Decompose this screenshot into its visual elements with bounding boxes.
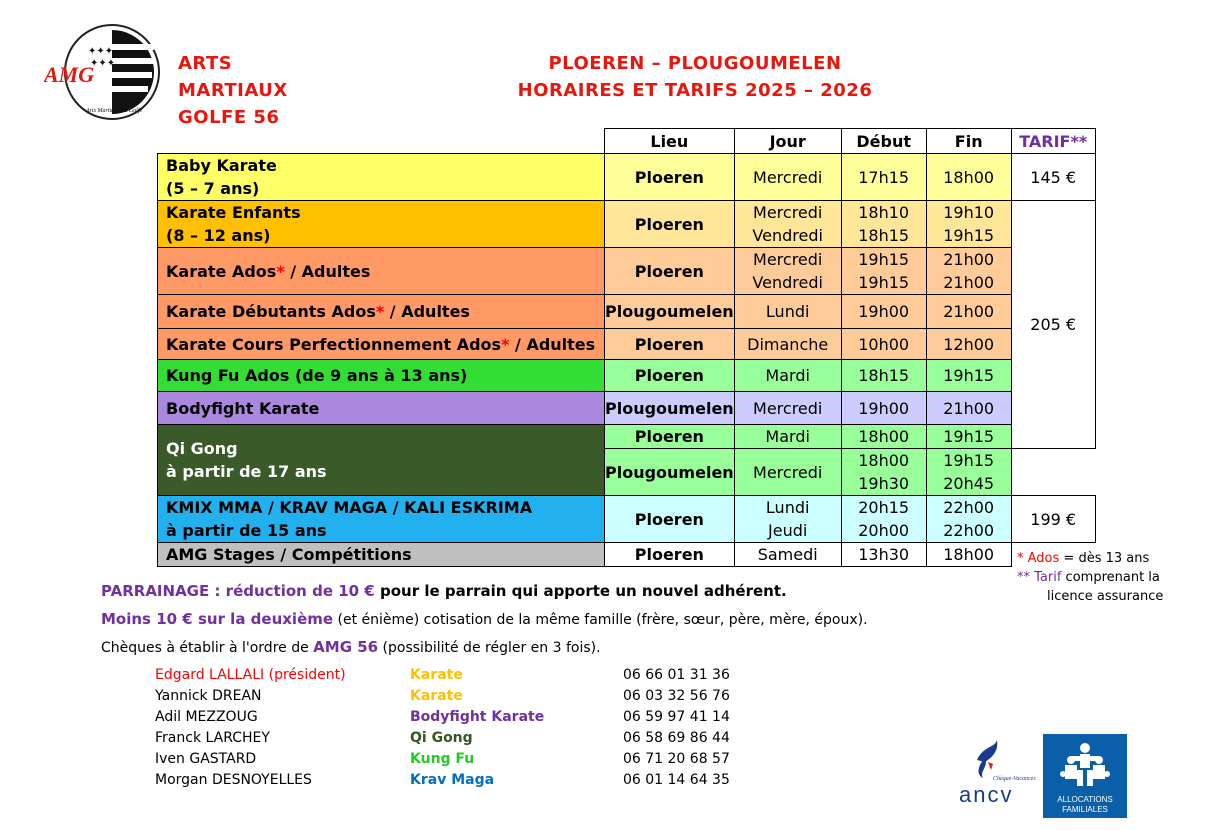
logo-ring-text: Arts Martiaux du Golfe [86,108,143,114]
table-row [158,201,1096,248]
tarif-cell: 199 € [1011,496,1095,543]
jour-cell: Mercredi [734,154,841,201]
fin-cell: 19h15 20h45 [926,449,1011,496]
debut-cell: 19h00 [841,392,926,425]
activity-karate-enfants: Karate Enfants (8 – 12 ans) [158,201,605,248]
activity-kmix: KMIX MMA / KRAV MAGA / KALI ESKRIMA à partir de 15 ans [158,496,605,543]
debut-cell: 18h10 18h15 [841,201,926,248]
debut-cell: 17h15 [841,154,926,201]
caf-line-1: ALLOCATIONS [1057,795,1113,804]
contact-discipline: Karate [410,667,463,683]
jour-cell: Mercredi [734,449,841,496]
jour-cell: Mardi [734,360,841,392]
table-row [158,543,1096,567]
note-licence: licence assurance [1047,589,1164,604]
debut-cell: 10h00 [841,329,926,360]
table-row [158,154,1096,201]
header-tarif: TARIF** [1011,129,1095,154]
fin-cell: 21h00 [926,392,1011,425]
svg-text:✦✦✦: ✦✦✦ [88,46,114,57]
club-name [178,50,288,131]
contact-phone: 06 58 69 86 44 [623,730,730,746]
table-row [158,248,1096,295]
contact-name: Iven GASTARD [155,751,257,767]
contact-discipline: Qi Gong [410,730,473,746]
activity-karate-ados: Karate Ados* / Adultes [158,248,605,295]
contact-phone: 06 03 32 56 76 [623,688,730,704]
lieu-cell: Plougoumelen [605,449,735,496]
activity-qi-gong: Qi Gong à partir de 17 ans [158,425,605,496]
debut-cell: 18h15 [841,360,926,392]
debut-cell: 20h15 20h00 [841,496,926,543]
fin-cell: 12h00 [926,329,1011,360]
title-line-1: PLOEREN – PLOUGOUMELEN [548,53,842,74]
tarif-cell: 205 € [1011,201,1095,449]
debut-cell: 18h00 19h30 [841,449,926,496]
fin-cell: 22h00 22h00 [926,496,1011,543]
contact-phone: 06 66 01 31 36 [623,667,730,683]
info-famille: Moins 10 € sur la deuxième (et énième) cotisation de la même famille (frère, sœur, père, mère, époux). [101,610,868,628]
contact-name: Franck LARCHEY [155,730,270,746]
lieu-cell: Ploeren [605,329,735,360]
jour-cell: Lundi Jeudi [734,496,841,543]
debut-cell: 19h15 19h15 [841,248,926,295]
logo-text: AMG [44,62,95,87]
contact-phone: 06 71 20 68 57 [623,751,730,767]
fin-cell: 19h15 [926,360,1011,392]
debut-cell: 18h00 [841,425,926,449]
club-line-1: ARTS [178,53,233,74]
table-row [158,295,1096,329]
amg-logo [44,22,164,122]
note-ados: * Ados = dès 13 ans [1017,551,1150,566]
club-line-3: GOLFE 56 [178,107,280,128]
jour-cell: Samedi [734,543,841,567]
table-row [158,425,1096,449]
ancv-text: ancv [959,782,1014,807]
jour-cell: Mercredi Vendredi [734,201,841,248]
table-row [158,360,1096,392]
debut-cell: 19h00 [841,295,926,329]
header-jour: Jour [734,129,841,154]
lieu-cell: Ploeren [605,154,735,201]
contact-phone: 06 59 97 41 14 [623,709,730,725]
fin-cell: 19h15 [926,425,1011,449]
info-cheques: Chèques à établir à l'ordre de AMG 56 (possibilité de régler en 3 fois). [101,638,601,656]
contact-phone: 06 01 14 64 35 [623,772,730,788]
jour-cell: Lundi [734,295,841,329]
svg-text:✦✦✦: ✦✦✦ [90,58,116,69]
lieu-cell: Ploeren [605,201,735,248]
title-line-2: HORAIRES ET TARIFS 2025 – 2026 [517,80,873,101]
jour-cell: Mercredi [734,392,841,425]
table-row [158,329,1096,360]
activity-bodyfight: Bodyfight Karate [158,392,605,425]
activity-kung-fu: Kung Fu Ados (de 9 ans à 13 ans) [158,360,605,392]
contact-name: Yannick DREAN [155,688,262,704]
fin-cell: 18h00 [926,543,1011,567]
contact-discipline: Krav Maga [410,772,495,788]
fin-cell: 18h00 [926,154,1011,201]
schedule-table [157,128,1096,567]
lieu-cell: Ploeren [605,543,735,567]
lieu-cell: Ploeren [605,496,735,543]
lieu-cell: Ploeren [605,360,735,392]
info-parrainage: PARRAINAGE : réduction de 10 € pour le parrain qui apporte un nouvel adhérent. [101,582,787,600]
footnotes [1017,549,1163,606]
contact-discipline: Kung Fu [410,751,475,767]
jour-cell: Dimanche [734,329,841,360]
table-row [158,392,1096,425]
contact-name: Adil MEZZOUG [155,709,258,725]
header-debut: Début [841,129,926,154]
jour-cell: Mardi [734,425,841,449]
activity-karate-perfectionnement: Karate Cours Perfectionnement Ados* / Adultes [158,329,605,360]
activity-stages: AMG Stages / Compétitions [158,543,605,567]
fin-cell: 21h00 21h00 [926,248,1011,295]
debut-cell: 13h30 [841,543,926,567]
header-lieu: Lieu [605,129,735,154]
tarif-cell: 145 € [1011,154,1095,201]
lieu-cell: Plougoumelen [605,392,735,425]
table-row [158,496,1096,543]
lieu-cell: Ploeren [605,248,735,295]
fin-cell: 19h10 19h15 [926,201,1011,248]
header-fin: Fin [926,129,1011,154]
lieu-cell: Ploeren [605,425,735,449]
contact-name: Morgan DESNOYELLES [155,772,312,788]
table-header-row [158,129,1096,154]
lieu-cell: Plougoumelen [605,295,735,329]
jour-cell: Mercredi Vendredi [734,248,841,295]
fin-cell: 21h00 [926,295,1011,329]
note-tarif: ** Tarif comprenant la [1017,570,1160,585]
page-title [470,50,920,104]
contact-discipline: Bodyfight Karate [410,709,545,725]
ancv-small-text: Chèque-Vacances [993,776,1036,782]
activity-karate-debutants: Karate Débutants Ados* / Adultes [158,295,605,329]
contact-name: Edgard LALLALI (président) [155,667,346,683]
club-line-2: MARTIAUX [178,80,288,101]
ancv-logo [955,738,1040,808]
activity-baby-karate: Baby Karate (5 – 7 ans) [158,154,605,201]
contact-discipline: Karate [410,688,463,704]
caf-logo [1043,734,1127,818]
caf-line-2: FAMILIALES [1062,805,1108,814]
